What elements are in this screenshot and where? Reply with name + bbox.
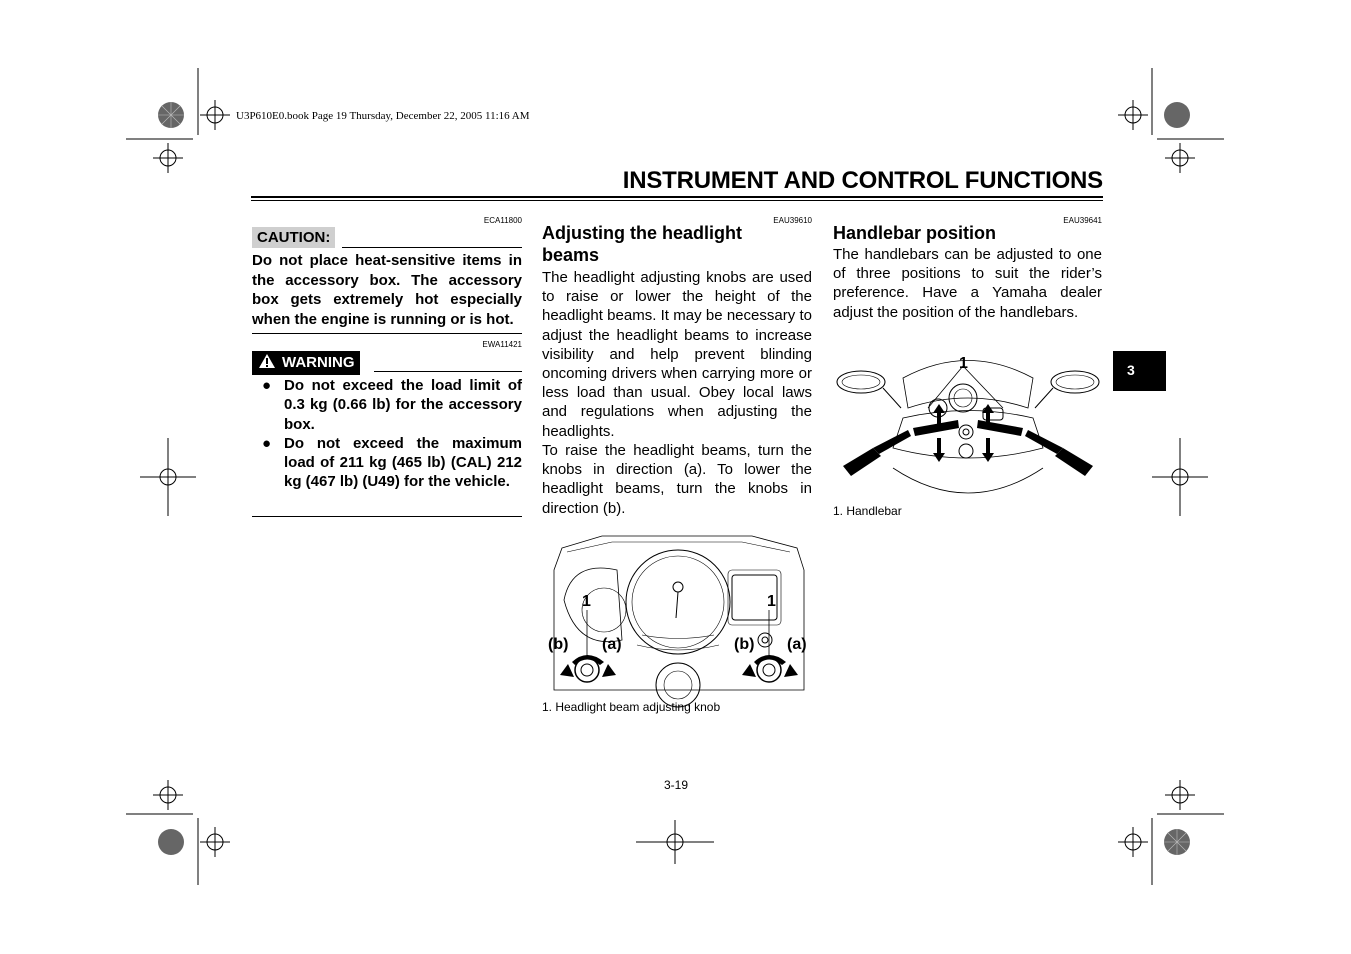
- page-number: 3-19: [663, 778, 689, 792]
- bullet-icon: ●: [262, 434, 272, 452]
- warning-label-text: WARNING: [282, 354, 355, 371]
- title-rule: [251, 196, 1103, 198]
- headlight-paragraph-1: The headlight adjusting knobs are used to raise or lower the height of the headlight beams. It may be necessary to adjust the headlight beams to increase visibility and help prevent blinding oncoming drivers when carrying more or less load than usual. Obey local laws and regulations when adjusting the headlights.: [542, 269, 812, 440]
- warning-item: [262, 434, 522, 492]
- file-info: U3P610E0.book Page 19 Thursday, December 22, 2005 11:16 AM: [236, 110, 530, 122]
- figure-label-a-right: (a): [787, 636, 807, 653]
- figure-callout-right: 1: [767, 593, 776, 610]
- section-title-headlight: [542, 222, 812, 266]
- warning-icon: [258, 353, 276, 373]
- title-rule-thin: [251, 200, 1103, 201]
- caution-bottom-rule: [252, 333, 522, 334]
- warning-item-text: Do not exceed the load limit of 0.3 kg (0.66 lb) for the accessory box.: [284, 377, 522, 433]
- figure-label-a-left: (a): [602, 636, 622, 653]
- section-code: EAU39641: [1063, 216, 1102, 225]
- handlebar-figure: [833, 348, 1103, 498]
- caution-divider: [342, 247, 522, 248]
- bullet-icon: ●: [262, 377, 272, 394]
- headlight-knob-figure: [542, 530, 812, 695]
- caution-code: ECA11800: [483, 216, 522, 225]
- section-code: EAU39610: [773, 216, 812, 225]
- section-title-line: beams: [542, 245, 600, 265]
- warning-list: [262, 376, 522, 492]
- figure-label-b-right: (b): [734, 636, 755, 653]
- headlight-caption: 1. Headlight beam adjusting knob: [542, 700, 721, 714]
- warning-divider: [374, 371, 522, 372]
- handlebar-caption: 1. Handlebar: [833, 504, 902, 518]
- handlebar-paragraph: The handlebars can be adjusted to one of three positions to suit the rider’s preference. Have a Yamaha dealer adjust the position of the handlebars.: [833, 246, 1102, 321]
- warning-label: [252, 351, 360, 375]
- warning-bottom-rule: [252, 516, 522, 517]
- warning-item: [262, 376, 522, 434]
- figure-label-b-left: (b): [548, 636, 569, 653]
- headlight-paragraph-2: To raise the headlight beams, turn the knobs in direction (a). To lower the headlight beams, turn the knobs in direction (b).: [542, 442, 812, 517]
- warning-code: EWA11421: [482, 340, 522, 349]
- warning-item-text: Do not exceed the maximum load of 211 kg (465 lb) (CAL) 212 kg (467 lb) (U49) for the vehicle.: [284, 434, 522, 491]
- figure-callout-left: 1: [582, 593, 591, 610]
- figure-callout: 1: [959, 355, 968, 372]
- caution-label: CAUTION:: [252, 227, 335, 248]
- section-title-handlebar: Handlebar position: [833, 223, 997, 243]
- chapter-tab: 3: [1113, 351, 1166, 391]
- caution-text: Do not place heat-sensitive items in the accessory box. The accessory box gets extremely hot especially when the engine is running or is hot.: [252, 252, 522, 328]
- page-title: INSTRUMENT AND CONTROL FUNCTIONS: [622, 167, 1103, 194]
- section-title-line: Adjusting the headlight: [542, 223, 742, 243]
